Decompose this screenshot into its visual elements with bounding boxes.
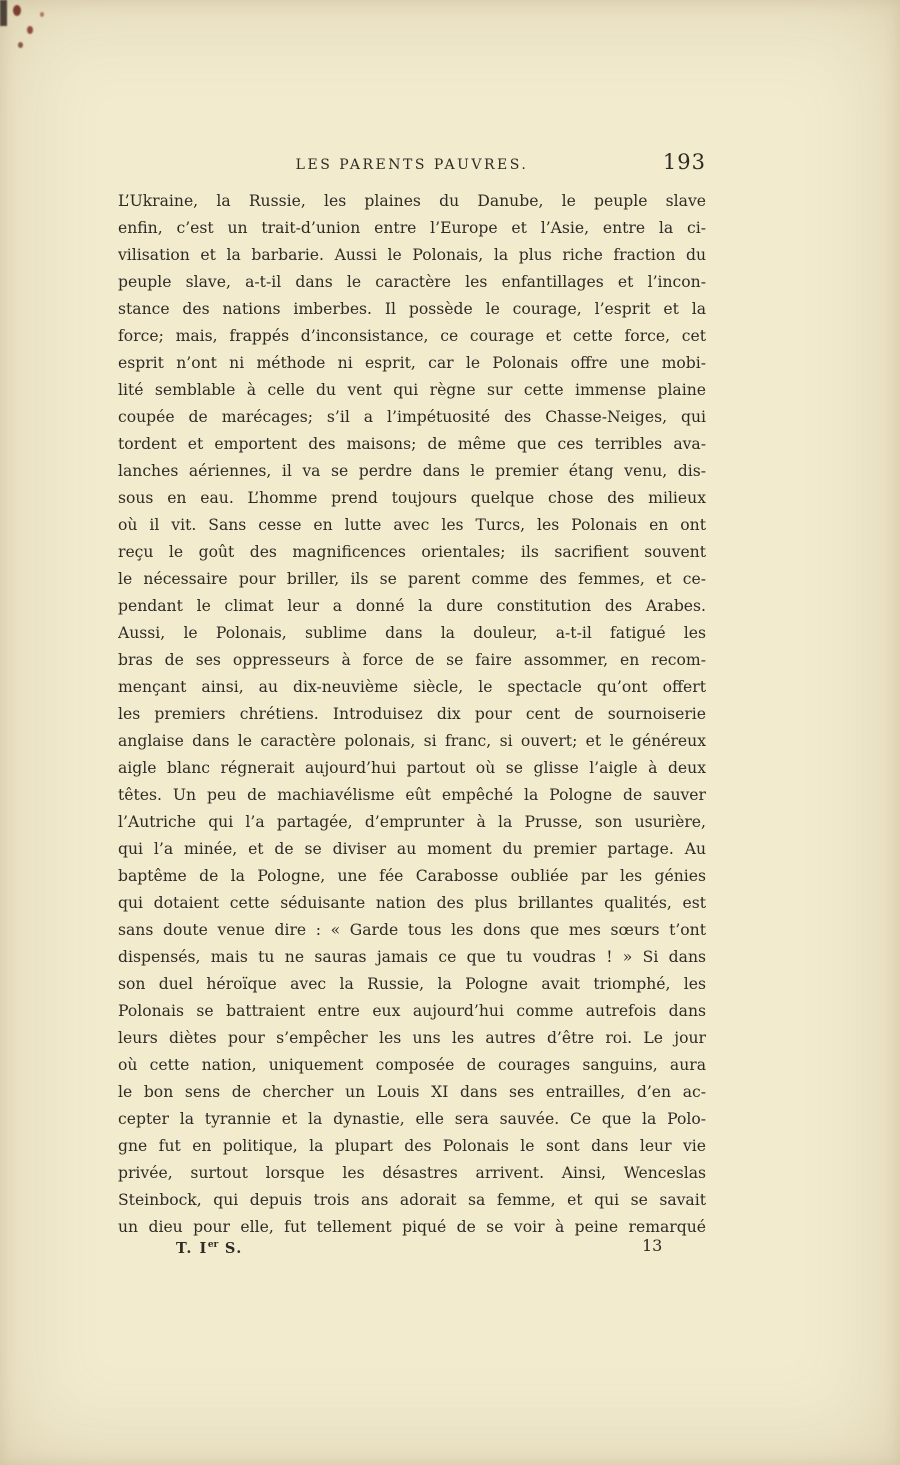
text-line: qui l’a minée, et de se diviser au moment du premier partage. Au — [118, 840, 706, 858]
scan-artifact — [27, 26, 33, 34]
text-line: où cette nation, uniquement composée de courages sanguins, aura — [118, 1056, 706, 1074]
text-line: esprit n’ont ni méthode ni esprit, car le Polonais offre une mobi- — [118, 354, 706, 372]
text-line: anglaise dans le caractère polonais, si franc, si ouvert; et le généreux — [118, 732, 706, 750]
text-line: le nécessaire pour briller, ils se parent comme des femmes, et ce- — [118, 570, 706, 588]
text-line: bras de ses oppresseurs à force de se faire assommer, en recom- — [118, 651, 706, 669]
scan-artifact — [0, 0, 7, 26]
text-line: têtes. Un peu de machiavélisme eût empêché la Pologne de sauver — [118, 786, 706, 804]
text-line: les premiers chrétiens. Introduisez dix pour cent de sournoiserie — [118, 705, 706, 723]
volume-signature-prefix: T. I — [176, 1240, 208, 1257]
text-line: lité semblable à celle du vent qui règne sur cette immense plaine — [118, 381, 706, 399]
volume-signature — [176, 1240, 243, 1257]
text-line: son duel héroïque avec la Russie, la Pologne avait triomphé, les — [118, 975, 706, 993]
text-line: enfin, c’est un trait-d’union entre l’Europe et l’Asie, entre la ci- — [118, 219, 706, 237]
text-line: vilisation et la barbarie. Aussi le Polonais, la plus riche fraction du — [118, 246, 706, 264]
scan-artifact — [18, 42, 23, 48]
text-line: leurs diètes pour s’empêcher les uns les autres d’être roi. Le jour — [118, 1029, 706, 1047]
text-line: stance des nations imberbes. Il possède le courage, l’esprit et la — [118, 300, 706, 318]
page-header — [118, 150, 706, 182]
text-line: force; mais, frappés d’inconsistance, ce courage et cette force, cet — [118, 327, 706, 345]
text-line: peuple slave, a-t-il dans le caractère les enfantillages et l’incon- — [118, 273, 706, 291]
text-line: sans doute venue dire : « Garde tous les dons que mes sœurs t’ont — [118, 921, 706, 939]
text-line: pendant le climat leur a donné la dure constitution des Arabes. — [118, 597, 706, 615]
text-line: mençant ainsi, au dix-neuvième siècle, le spectacle qu’ont offert — [118, 678, 706, 696]
volume-signature-superscript: er — [207, 1240, 219, 1251]
text-line: qui dotaient cette séduisante nation des plus brillantes qualités, est — [118, 894, 706, 912]
text-line: le bon sens de chercher un Louis XI dans ses entrailles, d’en ac- — [118, 1083, 706, 1101]
text-line: gne fut en politique, la plupart des Polonais le sont dans leur vie — [118, 1137, 706, 1155]
text-line: un dieu pour elle, fut tellement piqué de se voir à peine remarqué — [118, 1218, 706, 1236]
text-line: Aussi, le Polonais, sublime dans la douleur, a-t-il fatigué les — [118, 624, 706, 642]
volume-signature-suffix: S. — [218, 1240, 243, 1257]
text-line: privée, surtout lorsque les désastres arrivent. Ainsi, Wenceslas — [118, 1164, 706, 1182]
text-line: reçu le goût des magnificences orientales; ils sacrifient souvent — [118, 543, 706, 561]
text-line: tordent et emportent des maisons; de même que ces terribles ava- — [118, 435, 706, 453]
running-title: LES PARENTS PAUVRES. — [295, 157, 529, 173]
scan-artifact — [13, 5, 21, 16]
text-line: sous en eau. L’homme prend toujours quelque chose des milieux — [118, 489, 706, 507]
page-footer — [118, 1236, 706, 1264]
text-line: coupée de marécages; s’il a l’impétuosité des Chasse-Neiges, qui — [118, 408, 706, 426]
text-line: lanches aériennes, il va se perdre dans le premier étang venu, dis- — [118, 462, 706, 480]
text-line: Polonais se battraient entre eux aujourd’hui comme autrefois dans — [118, 1002, 706, 1020]
page-number: 193 — [662, 150, 706, 174]
text-line: baptême de la Pologne, une fée Carabosse oubliée par les génies — [118, 867, 706, 885]
text-line: dispensés, mais tu ne sauras jamais ce que tu voudras ! » Si dans — [118, 948, 706, 966]
text-line: cepter la tyrannie et la dynastie, elle sera sauvée. Ce que la Polo- — [118, 1110, 706, 1128]
body-text — [118, 188, 706, 1241]
scan-artifact — [40, 12, 44, 17]
text-line: L’Ukraine, la Russie, les plaines du Danube, le peuple slave — [118, 192, 706, 210]
text-line: l’Autriche qui l’a partagée, d’emprunter à la Prusse, son usurière, — [118, 813, 706, 831]
text-line: aigle blanc régnerait aujourd’hui partout où se glisse l’aigle à deux — [118, 759, 706, 777]
sheet-number: 13 — [642, 1236, 663, 1255]
text-line: où il vit. Sans cesse en lutte avec les Turcs, les Polonais en ont — [118, 516, 706, 534]
text-line: Steinbock, qui depuis trois ans adorait sa femme, et qui se savait — [118, 1191, 706, 1209]
